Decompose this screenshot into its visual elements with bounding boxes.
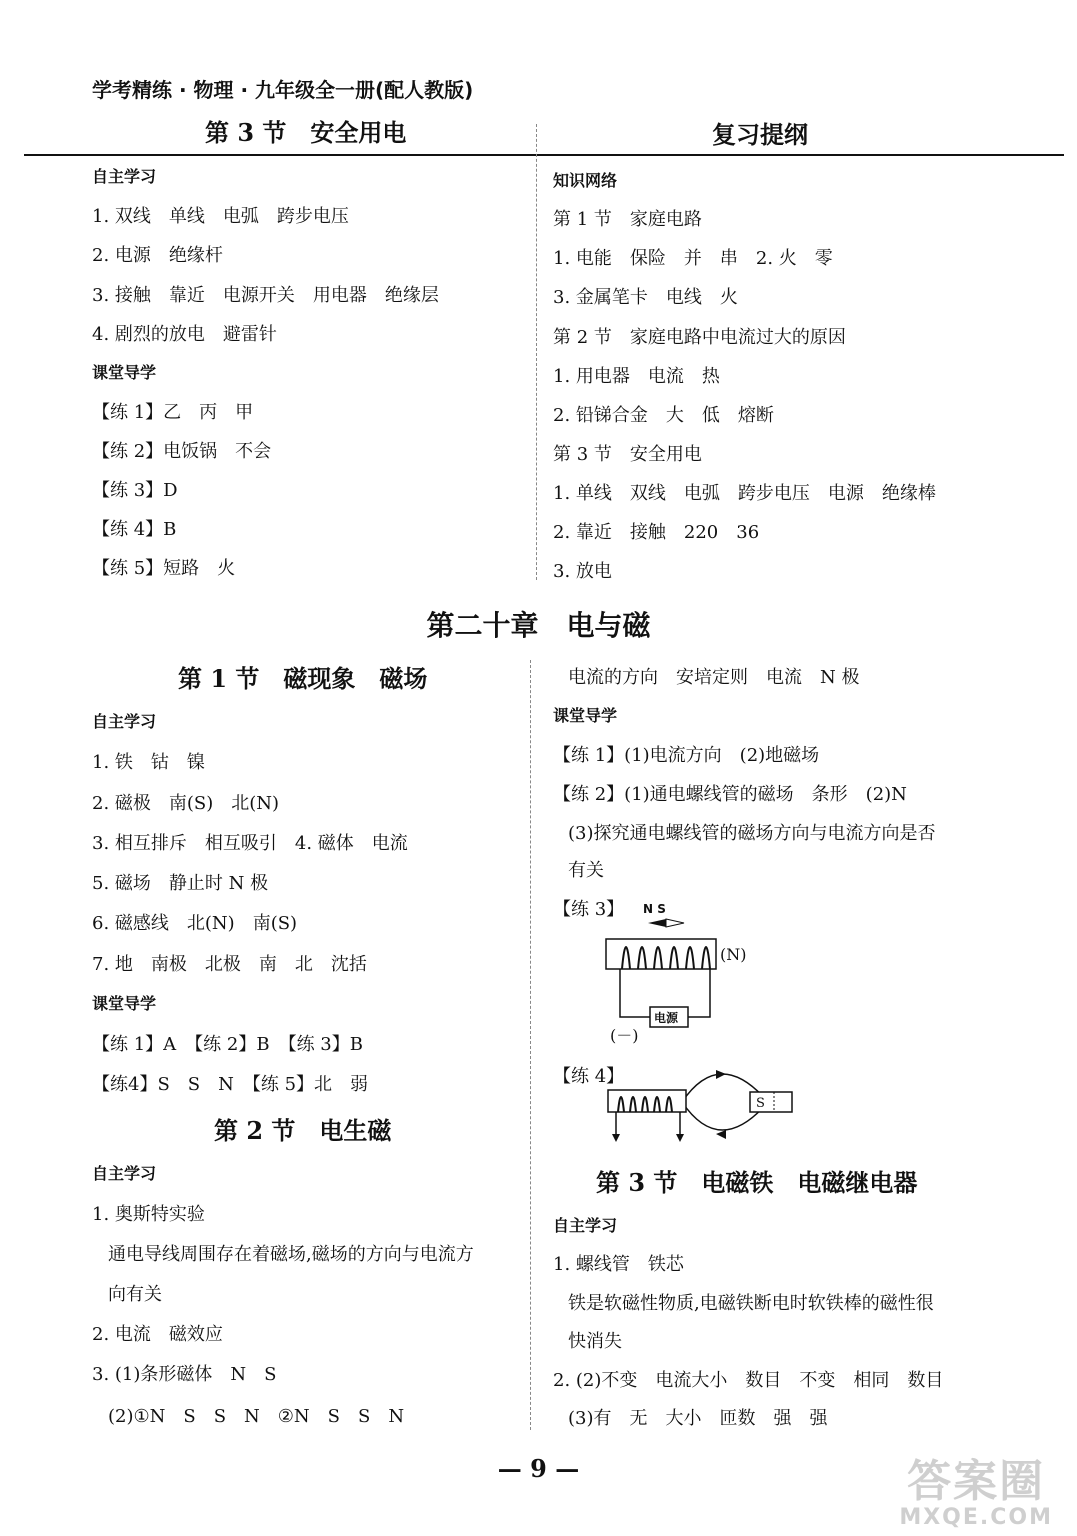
answer-line: (3)有 无 大小 匝数 强 强	[568, 1408, 828, 1429]
answer-line: 6. 磁感线 北(N) 南(S)	[92, 913, 298, 934]
outline-line: 3. 放电	[553, 561, 612, 582]
answer-line: (2)①N S S N ②N S S N	[108, 1406, 405, 1427]
section-title-magnetism: 第 1 节 磁现象 磁场	[178, 664, 428, 693]
answer-line: 铁是软磁性物质,电磁铁断电时软铁棒的磁性很	[568, 1293, 934, 1314]
outline-line: 1. 电能 保险 并 串 2. 火 零	[553, 248, 833, 269]
answer-line: 2. 电源 绝缘杆	[92, 245, 223, 266]
section-title-review-outline: 复习提纲	[712, 120, 808, 149]
exercise-answer: 【练 5】短路 火	[92, 558, 236, 579]
subheading-class-guide: 课堂导学	[553, 706, 618, 725]
exercise-answer: 【练 1】乙 丙 甲	[92, 402, 254, 423]
book-title: 学考精练 · 物理 · 九年级全一册(配人教版)	[92, 78, 474, 102]
outline-line: 第 3 节 安全用电	[553, 444, 702, 465]
outline-line: 2. 铅锑合金 大 低 熔断	[553, 405, 774, 426]
outline-line: 2. 靠近 接触 220 36	[553, 522, 760, 543]
subheading-class-guide: 课堂导学	[92, 363, 157, 382]
answer-line: 2. (2)不变 电流大小 数目 不变 相同 数目	[553, 1370, 944, 1391]
chapter-title: 第二十章 电与磁	[426, 609, 651, 642]
answer-line: 7. 地 南极 北极 南 北 沈括	[92, 954, 367, 975]
arrow-icon	[716, 1070, 726, 1079]
answer-line: 1. 奥斯特实验	[92, 1204, 205, 1225]
watermark-text: 答案圈	[907, 1456, 1046, 1507]
answer-line: 通电导线周围存在着磁场,磁场的方向与电流方	[108, 1244, 474, 1265]
field-lines-diagram	[600, 1060, 800, 1146]
outline-line: 3. 金属笔卡 电线 火	[553, 287, 738, 308]
subheading-self-study: 自主学习	[553, 1216, 618, 1235]
exercise-answer: 【练 3】D	[92, 480, 178, 501]
column-divider-top	[536, 124, 537, 580]
subheading-self-study: 自主学习	[92, 167, 157, 186]
answer-line: 5. 磁场 静止时 N 极	[92, 873, 269, 894]
outline-line: 1. 单线 双线 电弧 跨步电压 电源 绝缘棒	[553, 483, 936, 504]
answer-line: 1. 螺线管 铁芯	[553, 1254, 684, 1275]
section-title-safe-electricity: 第 3 节 安全用电	[205, 118, 407, 147]
answer-line: 电流的方向 安培定则 电流 N 极	[568, 667, 860, 688]
section-title-electromagnet: 第 3 节 电磁铁 电磁继电器	[596, 1168, 918, 1197]
subheading-class-guide: 课堂导学	[92, 994, 157, 1013]
exercise-answer: 【练 1】(1)电流方向 (2)地磁场	[553, 745, 820, 766]
answer-line: 1. 双线 单线 电弧 跨步电压	[92, 206, 349, 227]
answer-line: 2. 电流 磁效应	[92, 1324, 223, 1345]
answer-line: 4. 剧烈的放电 避雷针	[92, 324, 277, 345]
column-divider-bottom	[530, 660, 531, 1430]
section-title-electromagnetism: 第 2 节 电生磁	[214, 1116, 392, 1145]
answer-line: 3. (1)条形磁体 N S	[92, 1364, 277, 1385]
subheading-self-study: 自主学习	[92, 1164, 157, 1183]
answer-line: 向有关	[108, 1284, 162, 1305]
negative-terminal-label: (－)	[610, 1026, 639, 1045]
exercise-answer: 【练 2】(1)通电螺线管的磁场 条形 (2)N	[553, 784, 907, 805]
north-pole-label: (N)	[720, 945, 747, 964]
exercise-label: 【练 3】	[553, 899, 625, 920]
page-number: — 9 —	[497, 1454, 580, 1483]
watermark-logo	[899, 1458, 1053, 1530]
answer-line: 3. 接触 靠近 电源开关 用电器 绝缘层	[92, 285, 439, 306]
arrow-icon	[612, 1134, 620, 1142]
header-rule	[24, 154, 1064, 156]
exercise-answer: 【练 2】电饭锅 不会	[92, 441, 272, 462]
exercise-answer: (3)探究通电螺线管的磁场方向与电流方向是否	[568, 823, 936, 844]
exercise-label: 【练 4】	[553, 1066, 625, 1087]
answer-line: 1. 铁 钴 镍	[92, 752, 205, 773]
exercise-answer: 【练 1】A 【练 2】B 【练 3】B	[92, 1034, 363, 1055]
exercise-answer: 有关	[568, 860, 604, 881]
answer-line: 2. 磁极 南(S) 北(N)	[92, 793, 280, 814]
exercise-answer: 【练 4】B	[92, 519, 177, 540]
south-pole-label: S	[756, 1096, 765, 1111]
answer-line: 快消失	[568, 1331, 622, 1352]
exercise-answer: 【练4】S S N 【练 5】北 弱	[92, 1074, 369, 1095]
lead-wire-icon	[616, 1112, 680, 1140]
outline-line: 第 1 节 家庭电路	[553, 209, 702, 230]
arrow-icon	[676, 1134, 684, 1142]
subheading-knowledge-network: 知识网络	[553, 171, 618, 190]
compass-needle-label: N S	[643, 902, 666, 916]
answer-line: 3. 相互排斥 相互吸引 4. 磁体 电流	[92, 833, 408, 854]
outline-line: 第 2 节 家庭电路中电流过大的原因	[553, 327, 846, 348]
watermark-url: MXQE.COM	[899, 1505, 1053, 1530]
arrow-icon	[716, 1130, 726, 1139]
solenoid-circuit-diagram	[600, 895, 800, 1055]
power-source-label: 电源	[654, 1011, 679, 1025]
compass-needle-icon	[648, 919, 684, 927]
subheading-self-study: 自主学习	[92, 712, 157, 731]
outline-line: 1. 用电器 电流 热	[553, 366, 720, 387]
